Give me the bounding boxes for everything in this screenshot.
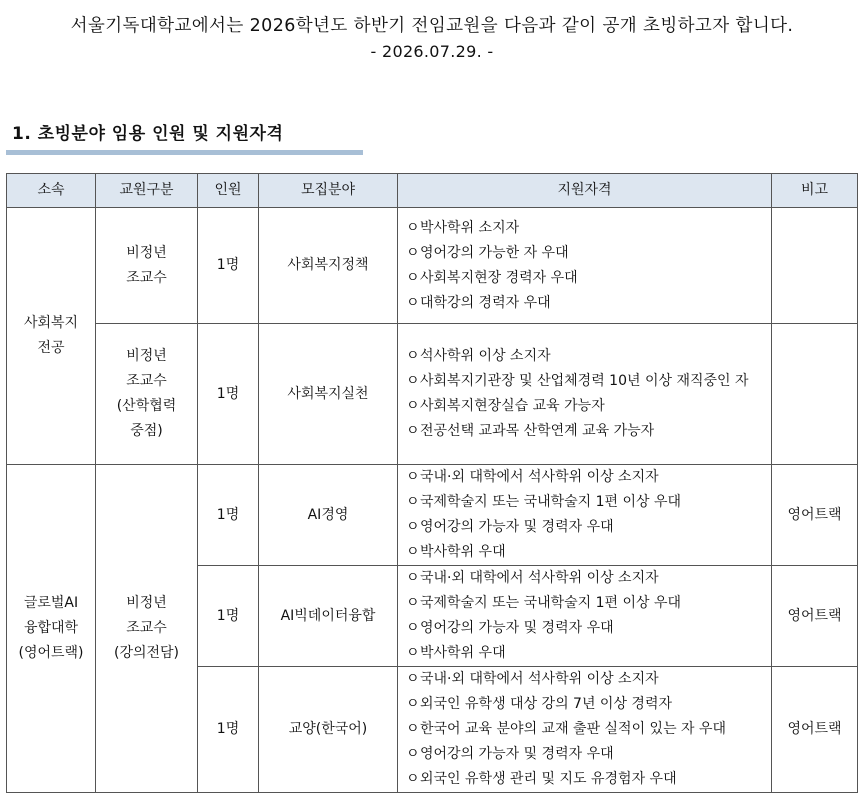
- faculty-type-line: 비정년: [126, 244, 167, 261]
- note-cell: [772, 208, 858, 324]
- qualifications-cell: [398, 208, 772, 324]
- qualification-item: [406, 465, 765, 490]
- header-note: 비고: [772, 174, 858, 208]
- bullet-mark: ㅇ: [406, 294, 420, 311]
- header-row: [7, 174, 858, 208]
- qualification-item: [406, 540, 765, 565]
- qualifications-cell: [398, 566, 772, 667]
- faculty-type-line: 비정년: [126, 595, 167, 611]
- announcement-date: - 2026.07.29. -: [370, 42, 494, 61]
- qualification-text: 영어강의 가능자 및 경력자 우대: [420, 620, 614, 636]
- qualification-text: 국제학술지 또는 국내학술지 1편 이상 우대: [420, 595, 682, 611]
- note-cell: 영어트랙: [772, 566, 858, 667]
- qualifications-cell: [398, 465, 772, 566]
- qualification-item: [406, 591, 765, 616]
- qualification-text: 대학강의 경력자 우대: [420, 294, 551, 311]
- faculty-type-cell: [96, 465, 198, 793]
- bullet-mark: ㅇ: [406, 620, 420, 636]
- bullet-mark: ㅇ: [406, 544, 420, 560]
- bullet-mark: ㅇ: [406, 269, 420, 286]
- qualification-text: 외국인 유학생 대상 강의 7년 이상 경력자: [420, 696, 672, 712]
- qualification-text: 한국어 교육 분야의 교재 출판 실적이 있는 자 우대: [420, 721, 727, 737]
- note-cell: 영어트랙: [772, 667, 858, 793]
- bullet-mark: ㅇ: [406, 519, 420, 535]
- qualification-text: 영어강의 가능자 및 경력자 우대: [420, 746, 614, 762]
- qualification-text: 국내·외 대학에서 석사학위 이상 소지자: [420, 570, 659, 586]
- table-row: [7, 465, 858, 566]
- qualification-item: [406, 394, 765, 419]
- qualification-text: 국제학술지 또는 국내학술지 1편 이상 우대: [420, 494, 682, 510]
- qualification-text: 영어강의 가능자 및 경력자 우대: [420, 519, 614, 535]
- bullet-mark: ㅇ: [406, 398, 420, 414]
- recruitment-table: [6, 173, 858, 793]
- intro-text: 서울기독대학교에서는 2026학년도 하반기 전임교원을 다음과 같이 공개 초빙하고자 합니다.: [70, 16, 794, 36]
- qualification-text: 외국인 유학생 관리 및 지도 유경험자 우대: [420, 771, 677, 787]
- count-cell: 1명: [198, 465, 259, 566]
- affiliation-line: 글로벌AI: [23, 595, 79, 611]
- bullet-mark: ㅇ: [406, 469, 420, 485]
- count-cell: 1명: [198, 324, 259, 465]
- qualification-item: [406, 266, 765, 291]
- qualification-item: [406, 767, 765, 792]
- faculty-type-line: 비정년: [126, 348, 167, 364]
- qualification-item: [406, 717, 765, 742]
- count-cell: 1명: [198, 566, 259, 667]
- qualification-text: 석사학위 이상 소지자: [420, 348, 551, 364]
- qualification-item: [406, 241, 765, 266]
- bullet-mark: ㅇ: [406, 348, 420, 364]
- section-title: 1. 초빙분야 임용 인원 및 지원자격: [12, 124, 284, 144]
- qualification-text: 국내·외 대학에서 석사학위 이상 소지자: [420, 469, 659, 485]
- qualification-item: [406, 490, 765, 515]
- qualification-item: [406, 291, 765, 316]
- count-cell: 1명: [198, 208, 259, 324]
- qualification-item: [406, 566, 765, 591]
- qualification-text: 사회복지현장실습 교육 가능자: [420, 398, 605, 414]
- bullet-mark: ㅇ: [406, 423, 420, 439]
- qualification-text: 사회복지기관장 및 산업체경력 10년 이상 재직중인 자: [420, 373, 749, 389]
- bullet-mark: ㅇ: [406, 373, 420, 389]
- affiliation-line: 융합대학: [23, 620, 79, 636]
- bullet-mark: ㅇ: [406, 494, 420, 510]
- qualification-item: [406, 216, 765, 241]
- header-qualifications: 지원자격: [398, 174, 772, 208]
- faculty-type-line: (강의전담): [113, 645, 180, 661]
- affiliation-cell: [7, 465, 96, 793]
- affiliation-cell: [7, 208, 96, 465]
- bullet-mark: ㅇ: [406, 595, 420, 611]
- qualification-text: 전공선택 교과목 산학연계 교육 가능자: [420, 423, 655, 439]
- field-cell: AI경영: [259, 465, 398, 566]
- bullet-mark: ㅇ: [406, 696, 420, 712]
- qualifications-cell: [398, 324, 772, 465]
- bullet-mark: ㅇ: [406, 721, 420, 737]
- qualification-text: 사회복지현장 경력자 우대: [420, 269, 578, 286]
- count-cell: 1명: [198, 667, 259, 793]
- faculty-type-line: (산학협력: [116, 398, 177, 414]
- faculty-type-cell: [96, 208, 198, 324]
- qualification-text: 박사학위 우대: [420, 544, 506, 560]
- table-row: [7, 208, 858, 324]
- bullet-mark: ㅇ: [406, 570, 420, 586]
- faculty-type-line: 조교수: [126, 373, 167, 389]
- qualification-item: [406, 742, 765, 767]
- note-cell: 영어트랙: [772, 465, 858, 566]
- header-affiliation: 소속: [7, 174, 96, 208]
- header-field: 모집분야: [259, 174, 398, 208]
- bullet-mark: ㅇ: [406, 771, 420, 787]
- faculty-type-cell: [96, 324, 198, 465]
- field-cell: AI빅데이터융합: [259, 566, 398, 667]
- qualification-text: 국내·외 대학에서 석사학위 이상 소지자: [420, 671, 659, 687]
- affiliation-line: 전공: [37, 340, 65, 356]
- note-cell: [772, 324, 858, 465]
- field-cell: 사회복지실천: [259, 324, 398, 465]
- faculty-type-line: 조교수: [126, 620, 167, 636]
- qualification-item: [406, 515, 765, 540]
- qualifications-cell: [398, 667, 772, 793]
- faculty-type-line: 조교수: [126, 269, 167, 286]
- qualification-text: 영어강의 가능한 자 우대: [420, 244, 569, 261]
- header-count: 인원: [198, 174, 259, 208]
- affiliation-line: (영어트랙): [18, 645, 84, 661]
- qualification-item: [406, 419, 765, 444]
- qualification-item: [406, 692, 765, 717]
- qualification-text: 박사학위 소지자: [420, 219, 520, 236]
- field-cell: 사회복지정책: [259, 208, 398, 324]
- bullet-mark: ㅇ: [406, 244, 420, 261]
- bullet-mark: ㅇ: [406, 645, 420, 661]
- faculty-type-line: 중점): [130, 423, 163, 439]
- table-row: [7, 324, 858, 465]
- qualification-item: [406, 641, 765, 666]
- title-underline: [6, 150, 363, 155]
- qualification-item: [406, 344, 765, 369]
- field-cell: 교양(한국어): [259, 667, 398, 793]
- qualification-item: [406, 667, 765, 692]
- qualification-text: 박사학위 우대: [420, 645, 506, 661]
- bullet-mark: ㅇ: [406, 219, 420, 236]
- qualification-item: [406, 369, 765, 394]
- bullet-mark: ㅇ: [406, 746, 420, 762]
- header-faculty-type: 교원구분: [96, 174, 198, 208]
- qualification-item: [406, 616, 765, 641]
- affiliation-line: 사회복지: [23, 315, 79, 331]
- bullet-mark: ㅇ: [406, 671, 420, 687]
